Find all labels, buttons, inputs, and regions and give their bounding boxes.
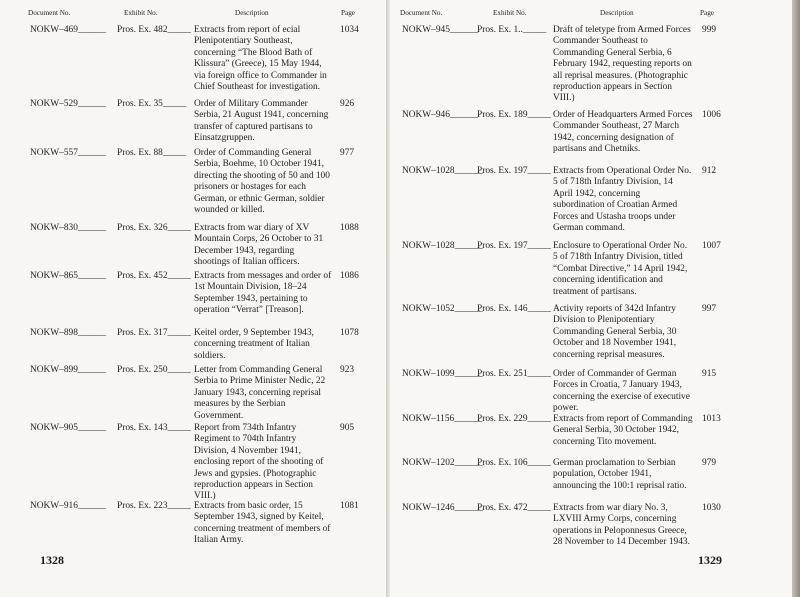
exhibit-number: Pros. Ex. 197_____ [477,166,551,176]
document-number: NOKW–865______ [30,271,107,281]
exhibit-number: Pros. Ex. 317_____ [117,328,191,338]
header-description: Description [235,9,269,17]
right-page [390,0,795,597]
document-number: NOKW–1028______ [402,241,483,251]
exhibit-number: Pros. Ex. 1.._____ [477,25,547,35]
page-reference: 1088 [340,223,359,233]
document-number: NOKW–557______ [30,148,107,158]
page-number: 1329 [698,553,722,567]
entry-description: Draft of teletype from Armed Forces Commander Southeast to Commanding General Serbia, 6 February 1942, requesting reports on all reprisal measures. (Photographic reproduction appears in Section VIII.) [553,25,692,104]
page-reference: 912 [702,166,717,176]
exhibit-number: Pros. Ex. 189_____ [477,110,551,120]
page-reference: 977 [340,148,355,158]
header-document-no: Document No. [400,9,443,17]
entry-description: Report from 734th Infantry Regiment to 704th Infantry Division, 4 November 1941, enclosing report of the shooting of Jews and gypsies. (Photographic reproduction appears in Section VIII.) [194,423,324,502]
exhibit-number: Pros. Ex. 106_____ [477,458,551,468]
entry-description: Extracts from basic order, 15 September 1943, signed by Keitel, concerning treatment of members of Italian Army. [194,501,331,546]
page-reference: 905 [340,423,355,433]
document-number: NOKW–916______ [30,501,107,511]
header-exhibit-no: Exhibit No. [493,9,527,17]
left-page [0,0,390,597]
document-number: NOKW–529______ [30,99,107,109]
page-reference: 1006 [702,110,721,120]
document-number: NOKW–469______ [30,25,107,35]
exhibit-number: Pros. Ex. 326_____ [117,223,191,233]
document-number: NOKW–905______ [30,423,107,433]
exhibit-number: Pros. Ex. 197_____ [477,241,551,251]
entry-description: Order of Military Commander Serbia, 21 August 1941, concerning transfer of captured partisans to Einsatzgruppen. [194,99,329,144]
entry-description: Extracts from war diary No. 3, LXVIII Army Corps, concerning operations in Peloponnesus Greece, 28 November to 14 December 1943. [553,503,690,548]
exhibit-number: Pros. Ex. 482_____ [117,25,191,35]
document-number: NOKW–1052______ [402,304,483,314]
page-reference: 923 [340,365,355,375]
entry-description: Order of Headquarters Armed Forces Commander Southeast, 27 March 1942, concerning designation of partisans and Chetniks. [553,110,693,155]
entry-description: Keitel order, 9 September 1943, concerning treatment of Italian soldiers. [194,328,314,361]
entry-description: Enclosure to Operational Order No. 5 of 718th Infantry Division, titled “Combat Directive,” 14 April 1942, concerning identification and treatment of partisans. [553,241,688,297]
document-number: NOKW–1028______ [402,166,483,176]
entry-description: Extracts from report of Commanding General Serbia, 30 October 1942, concerning Tito movement. [553,414,693,447]
header-description: Description [600,9,634,17]
page-number: 1328 [40,553,64,567]
page-reference: 926 [340,99,355,109]
exhibit-number: Pros. Ex. 452_____ [117,271,191,281]
header-page: Page [700,9,714,17]
page-reference: 1030 [702,503,721,513]
page-reference: 999 [702,25,717,35]
entry-description: Order of Commanding General Serbia, Boehme, 10 October 1941, directing the shooting of 50 and 100 prisoners or hostages for each German, or ethnic German, soldier wounded or killed. [194,148,330,216]
page-reference: 1078 [340,328,359,338]
entry-description: Activity reports of 342d Infantry Division to Plenipotentiary Commanding General Serbia, 30 October and 18 November 1941, concerning reprisal measures. [553,304,677,360]
document-number: NOKW–1246______ [402,503,483,513]
document-number: NOKW–899______ [30,365,107,375]
page-reference: 1013 [702,414,721,424]
page-reference: 1007 [702,241,721,251]
exhibit-number: Pros. Ex. 472_____ [477,503,551,513]
page-reference: 915 [702,369,717,379]
exhibit-number: Pros. Ex. 223_____ [117,501,191,511]
document-number: NOKW–1156______ [402,414,483,424]
header-document-no: Document No. [28,9,71,17]
document-number: NOKW–1202______ [402,458,483,468]
page-reference: 997 [702,304,717,314]
page-reference: 1081 [340,501,359,511]
page-reference: 979 [702,458,717,468]
header-exhibit-no: Exhibit No. [124,9,158,17]
exhibit-number: Pros. Ex. 143_____ [117,423,191,433]
entry-description: Extracts from Operational Order No. 5 of 718th Infantry Division, 14 April 1942, concerning subordination of Croatian Armed Forces and Ustasha troops under German command. [553,166,692,234]
exhibit-number: Pros. Ex. 146_____ [477,304,551,314]
book-edge [792,0,800,597]
page-reference: 1034 [340,25,359,35]
entry-description: Extracts from messages and order of 1st Mountain Division, 18–24 September 1943, pertaining to operation “Verrat” [Treason]. [194,271,332,316]
entry-description: Order of Commander of German Forces in Croatia, 7 January 1943, concerning the exercise of executive power. [553,369,690,414]
document-number: NOKW–945______ [402,25,479,35]
document-number: NOKW–830______ [30,223,107,233]
exhibit-number: Pros. Ex. 35_____ [117,99,187,109]
document-number: NOKW–1099______ [402,369,483,379]
entry-description: Extracts from war diary of XV Mountain Corps, 26 October to 31 December 1943, regarding shootings of Italian officers. [194,223,324,268]
exhibit-number: Pros. Ex. 88_____ [117,148,187,158]
header-page: Page [341,9,355,17]
document-number: NOKW–898______ [30,328,107,338]
exhibit-number: Pros. Ex. 229_____ [477,414,551,424]
exhibit-number: Pros. Ex. 250_____ [117,365,191,375]
document-number: NOKW–946______ [402,110,479,120]
page-reference: 1086 [340,271,359,281]
entry-description: Letter from Commanding General Serbia to Prime Minister Nedic, 22 January 1943, concerning reprisal measures by the Serbian Government. [194,365,326,421]
exhibit-number: Pros. Ex. 251_____ [477,369,551,379]
entry-description: German proclamation to Serbian population, October 1941, announcing the 100:1 reprisal ratio. [553,458,687,491]
entry-description: Extracts from report of ecial Plenipotentiary Southeast, concerning “The Blood Bath of Klissura” (Greece), 15 May 1944, via foreign office to Commander in Chief Southeast for investigation. [194,25,327,93]
